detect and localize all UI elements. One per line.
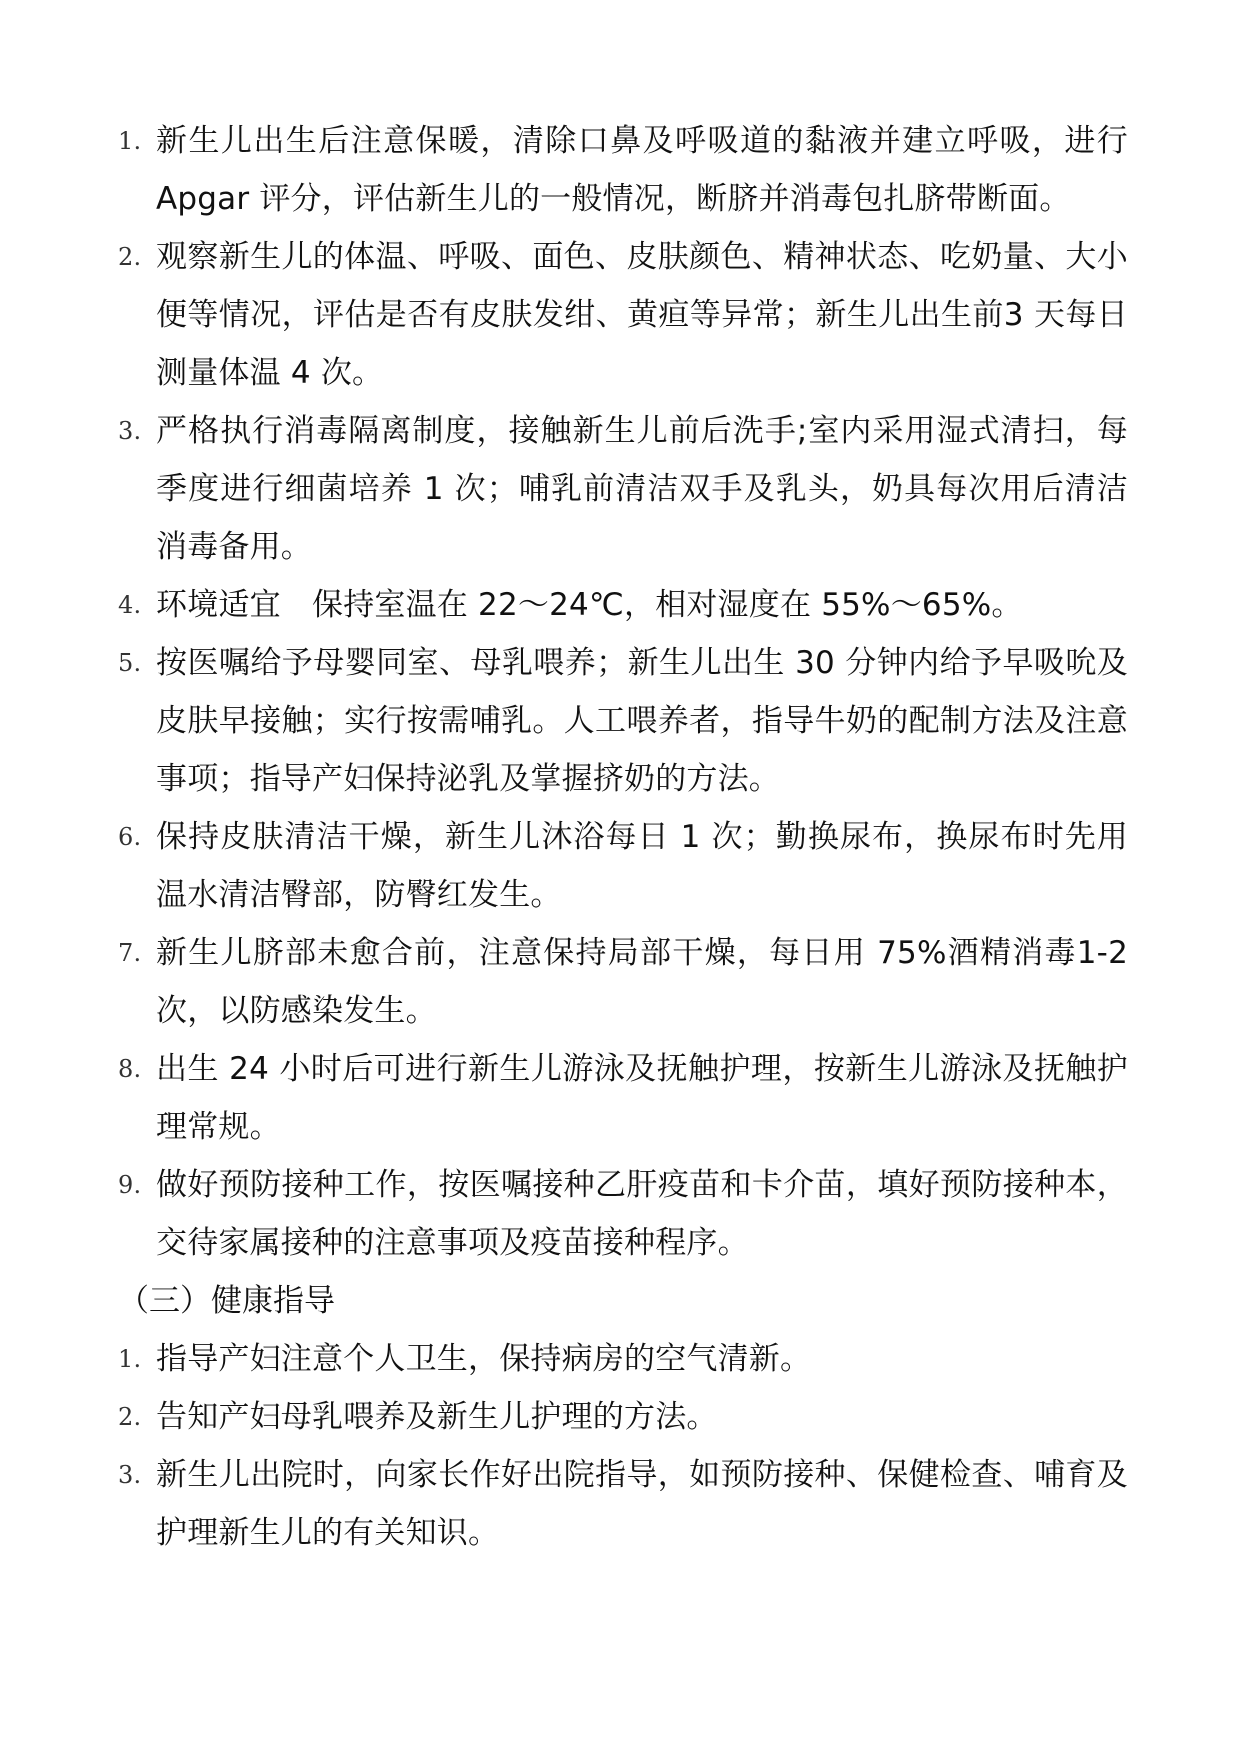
item-text: 按医嘱给予母婴同室、母乳喂养；新生儿出生 30 分钟内给予早吸吮及皮肤早接触；实行按需哺乳。人工喂养者，指导牛奶的配制方法及注意事项；指导产妇保持泌乳及掌握挤奶的方法。	[156, 645, 1128, 797]
care-list	[118, 112, 1128, 1272]
item-number: 8.	[118, 1055, 142, 1083]
list-item	[118, 1330, 1128, 1388]
list-item	[118, 112, 1128, 228]
list-item	[118, 1446, 1128, 1562]
item-number: 5.	[118, 649, 142, 677]
item-text: 告知产妇母乳喂养及新生儿护理的方法。	[156, 1399, 718, 1435]
item-number: 3.	[118, 417, 142, 445]
list-item	[118, 402, 1128, 576]
item-number: 1.	[118, 127, 142, 155]
item-number: 6.	[118, 823, 142, 851]
list-item	[118, 1156, 1128, 1272]
item-number: 1.	[118, 1345, 142, 1373]
guidance-list	[118, 1330, 1128, 1562]
item-number: 7.	[118, 939, 142, 967]
list-item	[118, 634, 1128, 808]
list-item	[118, 924, 1128, 1040]
item-text: 出生 24 小时后可进行新生儿游泳及抚触护理，按新生儿游泳及抚触护理常规。	[156, 1051, 1128, 1145]
item-text: 新生儿出院时，向家长作好出院指导，如预防接种、保健检查、哺育及护理新生儿的有关知识。	[156, 1457, 1128, 1551]
list-item	[118, 1040, 1128, 1156]
section-heading: （三）健康指导	[118, 1283, 335, 1319]
item-number: 2.	[118, 1403, 142, 1431]
item-text: 指导产妇注意个人卫生，保持病房的空气清新。	[156, 1341, 812, 1377]
item-number: 3.	[118, 1461, 142, 1489]
item-text: 做好预防接种工作，按医嘱接种乙肝疫苗和卡介苗，填好预防接种本，交待家属接种的注意事项及疫苗接种程序。	[156, 1167, 1128, 1261]
item-text: 严格执行消毒隔离制度，接触新生儿前后洗手;室内采用湿式清扫，每季度进行细菌培养 1 次；哺乳前清洁双手及乳头，奶具每次用后清洁消毒备用。	[156, 413, 1128, 565]
item-number: 9.	[118, 1171, 142, 1199]
item-number: 2.	[118, 243, 142, 271]
list-item	[118, 808, 1128, 924]
item-text: 观察新生儿的体温、呼吸、面色、皮肤颜色、精神状态、吃奶量、大小便等情况，评估是否有皮肤发绀、黄疸等异常；新生儿出生前3 天每日测量体温 4 次。	[156, 239, 1128, 391]
list-item	[118, 228, 1128, 402]
item-text: 保持皮肤清洁干燥，新生儿沐浴每日 1 次；勤换尿布，换尿布时先用温水清洁臀部，防臀红发生。	[156, 819, 1128, 913]
document-content	[118, 112, 1128, 1562]
item-text: 环境适宜 保持室温在 22～24℃，相对湿度在 55%～65%。	[156, 587, 1023, 623]
list-item	[118, 1388, 1128, 1446]
item-text: 新生儿出生后注意保暖，清除口鼻及呼吸道的黏液并建立呼吸，进行 Apgar 评分，评估新生儿的一般情况，断脐并消毒包扎脐带断面。	[156, 123, 1128, 217]
item-text: 新生儿脐部未愈合前，注意保持局部干燥，每日用 75%酒精消毒1-2 次，以防感染发生。	[156, 935, 1128, 1029]
item-number: 4.	[118, 591, 142, 619]
list-item	[118, 576, 1128, 634]
